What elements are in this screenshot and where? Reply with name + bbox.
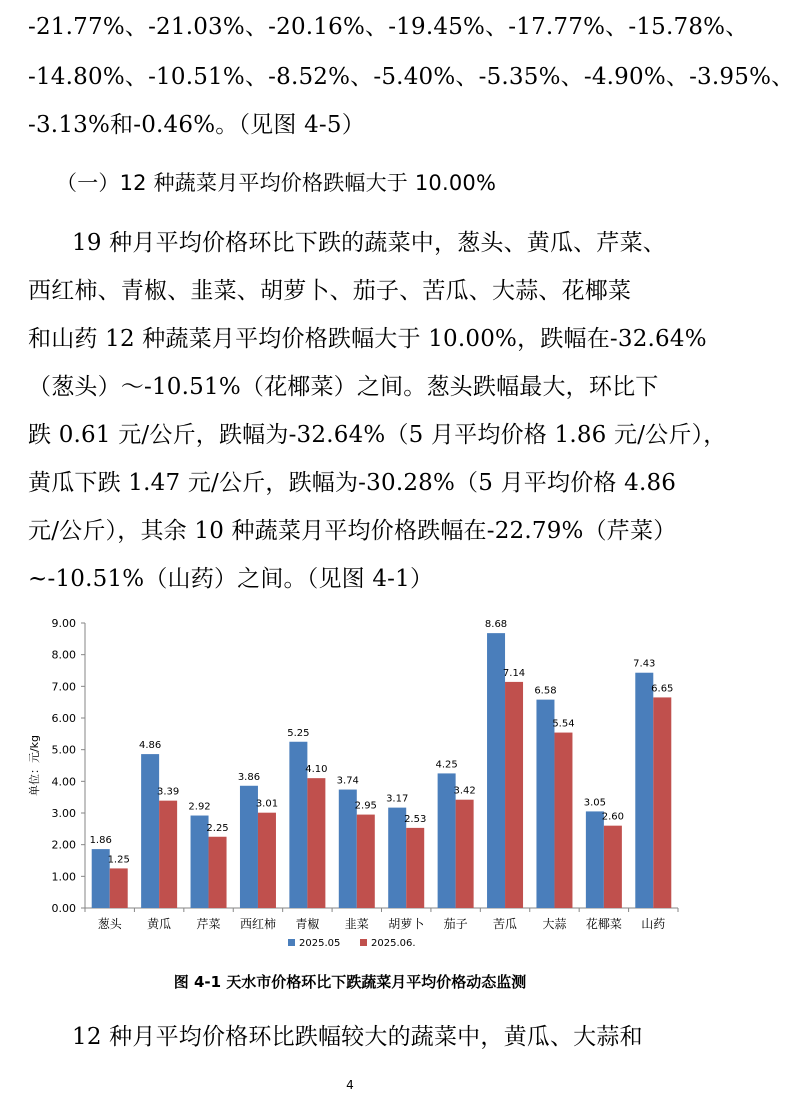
data-label: 3.17 <box>386 793 409 805</box>
text-line: 黄瓜下跌 1.47 元/公斤，跌幅为-30.28%（5 月平均价格 4.86 <box>28 470 677 496</box>
x-tick-label: 茄子 <box>443 917 468 931</box>
bar <box>653 697 671 908</box>
data-label: 5.25 <box>287 727 310 739</box>
text-line: 跌 0.61 元/公斤，跌幅为-32.64%（5 月平均价格 1.86 元/公斤）， <box>28 422 727 448</box>
x-tick-label: 苦瓜 <box>493 917 518 931</box>
data-label: 3.42 <box>453 785 476 797</box>
text-line: -3.13%和-0.46%。（见图 4-5） <box>28 112 365 138</box>
bar <box>209 837 227 908</box>
x-tick-label: 葱头 <box>97 917 122 931</box>
text-line: 19 种月平均价格环比下跌的蔬菜中，葱头、黄瓜、芹菜、 <box>72 230 666 256</box>
bar <box>536 700 554 908</box>
x-tick-label: 花椰菜 <box>585 917 622 931</box>
data-label: 7.14 <box>502 667 526 679</box>
bar <box>456 800 474 908</box>
y-tick-label: 7.00 <box>51 680 76 694</box>
y-tick-label: 6.00 <box>51 712 76 725</box>
x-tick-label: 韭菜 <box>344 917 369 931</box>
y-tick-label: 2.00 <box>51 838 76 852</box>
y-axis-label: 单位：元/kg <box>28 734 41 797</box>
bar <box>357 815 375 908</box>
text-line: ~-10.51%（山药）之间。（见图 4-1） <box>28 566 434 592</box>
data-label: 1.86 <box>89 835 112 847</box>
bar <box>554 733 572 908</box>
y-tick-label: 5.00 <box>51 743 76 757</box>
bar <box>258 813 276 908</box>
figure-caption: 图 4-1 天水市价格环比下跌蔬菜月平均价格动态监测 <box>173 973 527 991</box>
x-tick-label: 青椒 <box>295 917 320 931</box>
data-label: 6.65 <box>651 683 674 695</box>
data-label: 2.53 <box>404 813 427 825</box>
data-label: 3.01 <box>255 798 279 810</box>
data-label: 1.25 <box>107 854 130 866</box>
data-label: 8.68 <box>484 619 508 631</box>
text-line: -21.77%、-21.03%、-20.16%、-19.45%、-17.77%、-15.78%、 <box>28 14 749 40</box>
data-label: 2.92 <box>188 801 211 813</box>
page-number: 4 <box>346 1078 354 1092</box>
legend-label: 2025.05 <box>299 938 341 949</box>
legend-swatch <box>288 939 295 946</box>
y-tick-label: 1.00 <box>51 870 76 884</box>
data-label: 4.86 <box>138 740 162 752</box>
x-tick-label: 山药 <box>641 917 666 931</box>
text-line: 12 种月平均价格环比跌幅较大的蔬菜中，黄瓜、大蒜和 <box>72 1024 643 1050</box>
data-label: 3.05 <box>583 797 607 809</box>
bar <box>141 754 159 908</box>
data-label: 3.74 <box>336 775 359 787</box>
x-tick-label: 黄瓜 <box>147 917 172 931</box>
data-label: 6.58 <box>534 685 557 697</box>
bar <box>159 801 177 908</box>
y-tick-label: 9.00 <box>51 617 76 630</box>
x-tick-label: 西红柿 <box>239 917 276 931</box>
x-tick-label: 胡萝卜 <box>388 917 425 931</box>
data-label: 2.60 <box>601 811 625 823</box>
legend-swatch <box>360 939 367 946</box>
y-tick-label: 3.00 <box>51 807 76 820</box>
bar <box>635 673 653 908</box>
y-tick-label: 4.00 <box>51 775 76 789</box>
y-tick-label: 0.00 <box>51 902 76 915</box>
bar-chart <box>20 608 685 960</box>
section-heading: （一）12 种蔬菜月平均价格跌幅大于 10.00% <box>56 171 497 195</box>
x-tick-label: 大蒜 <box>542 917 567 931</box>
data-label: 2.25 <box>206 822 229 834</box>
text-line: 元/公斤），其余 10 种蔬菜月平均价格跌幅在-22.79%（芹菜） <box>28 518 677 544</box>
data-label: 4.25 <box>435 759 458 771</box>
y-tick-label: 8.00 <box>51 648 76 662</box>
bar <box>604 826 622 908</box>
bar <box>307 778 325 908</box>
data-label: 7.43 <box>633 658 656 670</box>
text-line: （葱头）～-10.51%（花椰菜）之间。葱头跌幅最大，环比下 <box>28 374 659 400</box>
data-label: 2.95 <box>354 800 377 812</box>
text-line: -14.80%、-10.51%、-8.52%、-5.40%、-5.35%、-4.90%、-3.95%、 <box>28 64 794 90</box>
legend-label: 2025.06. <box>371 938 416 949</box>
bar <box>586 811 604 908</box>
bar <box>110 868 128 908</box>
data-label: 4.10 <box>305 764 328 776</box>
data-label: 3.86 <box>237 771 261 783</box>
text-line: 西红柿、青椒、韭菜、胡萝卜、茄子、苦瓜、大蒜、花椰菜 <box>28 278 632 304</box>
data-label: 5.54 <box>552 718 575 730</box>
data-label: 3.39 <box>156 786 180 798</box>
x-tick-label: 芹菜 <box>196 917 221 931</box>
bar <box>505 682 523 908</box>
bar <box>406 828 424 908</box>
text-line: 和山药 12 种蔬菜月平均价格跌幅大于 10.00%，跌幅在-32.64% <box>28 326 707 352</box>
